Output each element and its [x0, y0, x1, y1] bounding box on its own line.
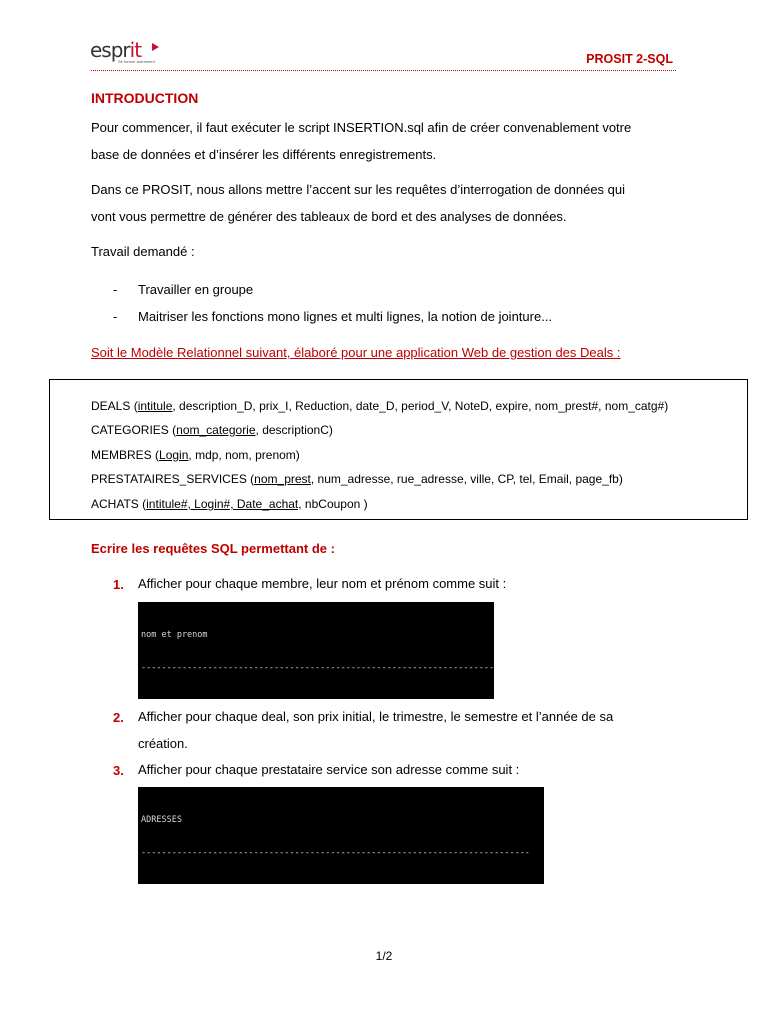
header-divider [91, 70, 676, 71]
section-heading-introduction: INTRODUCTION [91, 90, 199, 106]
list-dash: - [113, 282, 118, 297]
logo-triangle-icon [152, 43, 159, 51]
primary-key: intitule#, Login#, Date_achat, [146, 497, 302, 511]
task-label: Maitriser les fonctions mono lignes et multi lignes, la notion de jointure... [138, 309, 553, 324]
table-name: CATEGORIES [91, 423, 169, 437]
attributes: , descriptionC) [255, 423, 333, 437]
attributes: , mdp, nom, prenom) [188, 448, 300, 462]
primary-key: nom_categorie [176, 423, 256, 437]
task-label: Travailler en groupe [138, 282, 254, 297]
console-line: ---------------------------------------------------------------------------- [141, 848, 530, 858]
intro-paragraph-1 [91, 114, 683, 168]
question-2-line1: Afficher pour chaque deal, son prix initial, le trimestre, le semestre et l’année de sa [138, 709, 614, 724]
intro-para2-line1: Dans ce PROSIT, nous allons mettre l’accent sur les requêtes d’interrogation de données qui [91, 182, 626, 197]
model-intro: Soit le Modèle Relationnel suivant, élaboré pour une application Web de gestion des Deals : [91, 345, 621, 360]
table-name: DEALS [91, 399, 131, 413]
attributes: nbCoupon ) [301, 497, 368, 511]
question-number: 1. [113, 577, 124, 592]
intro-paragraph-2 [91, 176, 683, 230]
intro-para1-line1: Pour commencer, il faut exécuter le script INSERTION.sql afin de créer convenablement votre [91, 120, 632, 135]
question-1: Afficher pour chaque membre, leur nom et prénom comme suit : [138, 576, 507, 591]
paren: ( [151, 448, 160, 462]
question-number: 3. [113, 763, 124, 778]
primary-key: Login [159, 448, 189, 462]
sql-console-output-1 [138, 602, 494, 699]
logo-tagline: Se former autrement [118, 59, 155, 64]
paren: ( [246, 472, 255, 486]
primary-key: intitule [137, 399, 173, 413]
question-2 [138, 703, 678, 757]
question-3: Afficher pour chaque prestataire service son adresse comme suit : [138, 762, 520, 777]
question-number: 2. [113, 710, 124, 725]
table-name: PRESTATAIRES_SERVICES [91, 472, 247, 486]
attributes: , description_D, prix_I, Reduction, date_D, period_V, NoteD, expire, nom_prest#, nom_catg#) [172, 399, 669, 413]
logo-word-main: espr [90, 38, 130, 62]
work-label: Travail demandé : [91, 244, 195, 259]
console-line: ADRESSES [141, 815, 182, 825]
esprit-logo [90, 40, 170, 68]
list-dash: - [113, 309, 118, 324]
schema-deals [91, 399, 668, 413]
table-name: MEMBRES [91, 448, 152, 462]
schema-prestataires [91, 472, 623, 486]
questions-heading: Ecrire les requêtes SQL permettant de : [91, 541, 335, 556]
attributes: , num_adresse, rue_adresse, ville, CP, tel, Email, page_fb) [310, 472, 623, 486]
page-number: 1/2 [375, 949, 393, 963]
paren: ( [130, 399, 138, 413]
intro-para2-line2: vont vous permettre de générer des tableaux de bord et des analyses de données. [91, 209, 567, 224]
primary-key: nom_prest [254, 472, 311, 486]
console-line: --------------------------------------------------------------------- [141, 663, 494, 673]
schema-achats [91, 497, 368, 511]
schema-membres [91, 448, 300, 462]
console-line [141, 881, 541, 884]
doc-title: PROSIT 2-SQL [586, 52, 673, 66]
list-item [113, 282, 253, 297]
question-2-line2: création. [138, 736, 188, 751]
list-item [113, 309, 552, 324]
intro-para1-line2: base de données et d’insérer les différents enregistrements. [91, 147, 437, 162]
console-line: nom et prenom [141, 630, 208, 640]
paren: ( [168, 423, 177, 437]
sql-console-output-2 [138, 787, 544, 884]
paren: ( [138, 497, 147, 511]
table-name: ACHATS [91, 497, 139, 511]
logo-word-accent: it [129, 38, 142, 62]
console-line [141, 696, 491, 699]
schema-categories [91, 423, 333, 437]
